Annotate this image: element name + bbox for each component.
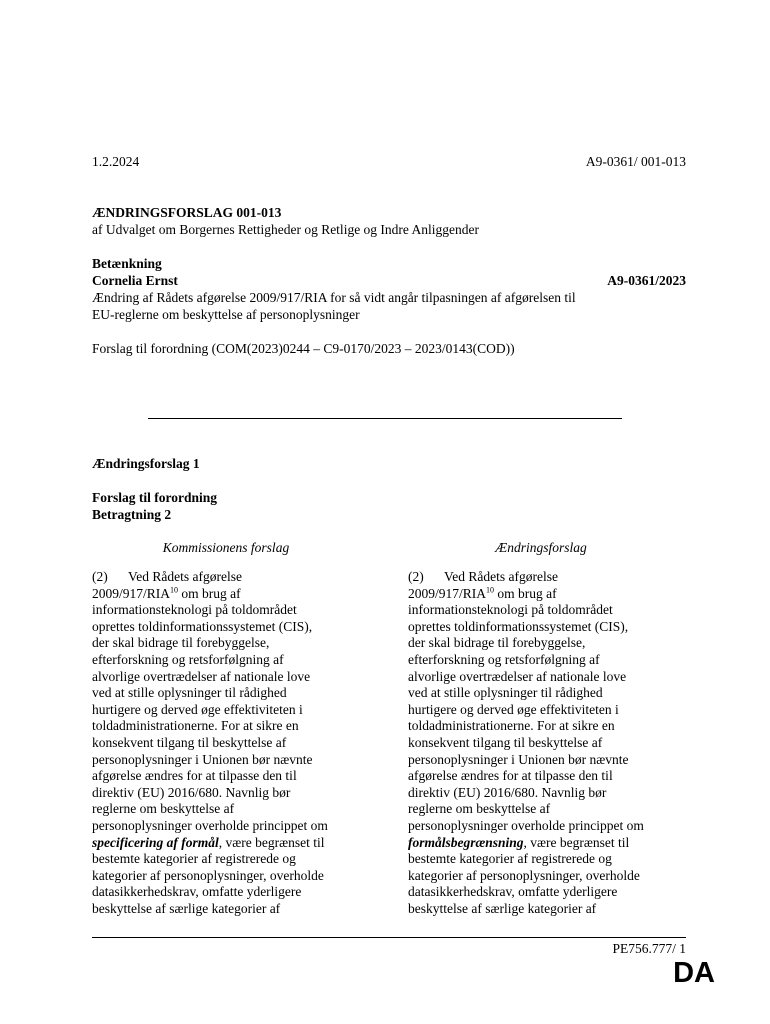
left-changed-text: specificering af formål <box>92 834 219 850</box>
amendment-proposal-label: Forslag til forordning <box>92 490 218 505</box>
rapporteur-row <box>92 272 686 289</box>
left-line-18: bestemte kategorier af registrerede og <box>92 851 296 867</box>
document-date: 1.2.2024 <box>92 154 140 169</box>
amendment-recital: Betragtning 2 <box>92 507 172 522</box>
left-line-text: , være begrænset til <box>218 834 325 850</box>
left-line-14: direktiv (EU) 2016/680. Navnlig bør <box>92 784 291 800</box>
left-line-16: personoplysninger overholde princippet om <box>92 817 328 833</box>
report-subject-line-2: EU-reglerne om beskyttelse af personoplysninger <box>92 307 360 322</box>
right-line-text: om brug af <box>494 585 557 601</box>
rapporteur-name: Cornelia Ernst <box>92 273 178 288</box>
right-line-text: , være begrænset til <box>523 834 630 850</box>
left-line-text: Ved Rådets afgørelse <box>128 569 242 584</box>
amendment-heading: Ændringsforslag 1 <box>92 456 200 471</box>
right-recital-number: (2) <box>408 569 424 584</box>
left-column-text <box>92 569 376 917</box>
right-line-7: alvorlige overtrædelser af nationale love <box>408 668 627 684</box>
right-line-3: informationsteknologi på toldområdet <box>408 602 613 618</box>
left-line-7: alvorlige overtrædelser af nationale love <box>92 668 311 684</box>
left-line-4: oprettes toldinformationssystemet (CIS), <box>92 618 313 634</box>
left-line-1 <box>92 569 376 586</box>
left-line-5: der skal bidrage til forebyggelse, <box>92 635 270 651</box>
left-line-20: datasikkerhedskrav, omfatte yderligere <box>92 884 302 900</box>
left-line-9: hurtigere og derved øge effektiviteten i <box>92 701 303 717</box>
section-divider <box>148 418 622 419</box>
right-line-12: personoplysninger i Unionen bør nævnte <box>408 751 629 767</box>
report-label: Betænkning <box>92 256 162 271</box>
left-line-text: om brug af <box>178 585 241 601</box>
left-line-21: beskyttelse af særlige kategorier af <box>92 900 281 916</box>
amendments-heading: ÆNDRINGSFORSLAG 001-013 <box>92 205 282 220</box>
left-line-10: toldadministrationerne. For at sikre en <box>92 718 299 734</box>
right-line-text: 2009/917/RIA <box>408 585 487 601</box>
left-footnote-ref: 10 <box>170 585 179 595</box>
left-line-8: ved at stille oplysninger til rådighed <box>92 685 287 701</box>
right-line-13: afgørelse ændres for at tilpasse den til <box>408 768 613 784</box>
left-line-11: konsekvent tilgang til beskyttelse af <box>92 734 287 750</box>
right-line-9: hurtigere og derved øge effektiviteten i <box>408 701 619 717</box>
right-line-1 <box>408 569 692 586</box>
report-proposal: Forslag til forordning (COM(2023)0244 – C9-0170/2023 – 2023/0143(COD)) <box>92 341 515 356</box>
right-column-text <box>408 569 692 917</box>
right-line-19: kategorier af personoplysninger, overholde <box>408 867 640 883</box>
right-line-14: direktiv (EU) 2016/680. Navnlig bør <box>408 784 607 800</box>
right-line-text: Ved Rådets afgørelse <box>444 569 558 584</box>
right-changed-text: formålsbegrænsning <box>408 834 524 850</box>
right-line-8: ved at stille oplysninger til rådighed <box>408 685 603 701</box>
right-line-21: beskyttelse af særlige kategorier af <box>408 900 597 916</box>
footer-page-reference: PE756.777/ 1 <box>612 941 686 956</box>
right-line-5: der skal bidrage til forebyggelse, <box>408 635 586 651</box>
left-line-13: afgørelse ændres for at tilpasse den til <box>92 768 297 784</box>
language-code: DA <box>673 957 715 989</box>
right-line-20: datasikkerhedskrav, omfatte yderligere <box>408 884 618 900</box>
left-column-title: Kommissionens forslag <box>162 540 290 555</box>
committee-name: af Udvalget om Borgernes Rettigheder og Retlige og Indre Anliggender <box>92 222 480 237</box>
footer-divider <box>92 937 686 938</box>
left-line-15: reglerne om beskyttelse af <box>92 801 235 817</box>
right-line-16: personoplysninger overholde princippet om <box>408 817 644 833</box>
left-line-3: informationsteknologi på toldområdet <box>92 602 297 618</box>
document-header <box>92 153 686 170</box>
report-number: A9-0361/2023 <box>607 273 686 288</box>
right-line-4: oprettes toldinformationssystemet (CIS), <box>408 618 629 634</box>
right-line-18: bestemte kategorier af registrerede og <box>408 851 612 867</box>
right-line-15: reglerne om beskyttelse af <box>408 801 551 817</box>
report-subject-line-1: Ændring af Rådets afgørelse 2009/917/RIA for så vidt angår tilpasningen af afgørelsen til <box>92 290 576 305</box>
left-line-19: kategorier af personoplysninger, overholde <box>92 867 324 883</box>
right-line-11: konsekvent tilgang til beskyttelse af <box>408 734 603 750</box>
left-recital-number: (2) <box>92 569 108 584</box>
left-line-2 <box>92 586 376 603</box>
right-line-17 <box>408 835 692 852</box>
left-line-17 <box>92 835 376 852</box>
right-footnote-ref: 10 <box>486 585 495 595</box>
right-line-2 <box>408 586 692 603</box>
right-line-10: toldadministrationerne. For at sikre en <box>408 718 615 734</box>
amendment-header <box>92 455 686 523</box>
document-reference: A9-0361/ 001-013 <box>585 154 686 169</box>
right-column-title: Ændringsforslag <box>495 540 587 555</box>
report-block <box>92 255 686 357</box>
left-line-12: personoplysninger i Unionen bør nævnte <box>92 751 313 767</box>
left-line-6: efterforskning og retsforfølgning af <box>92 651 284 667</box>
left-line-text: 2009/917/RIA <box>92 585 171 601</box>
right-line-6: efterforskning og retsforfølgning af <box>408 651 600 667</box>
amendments-title-block <box>92 204 686 238</box>
